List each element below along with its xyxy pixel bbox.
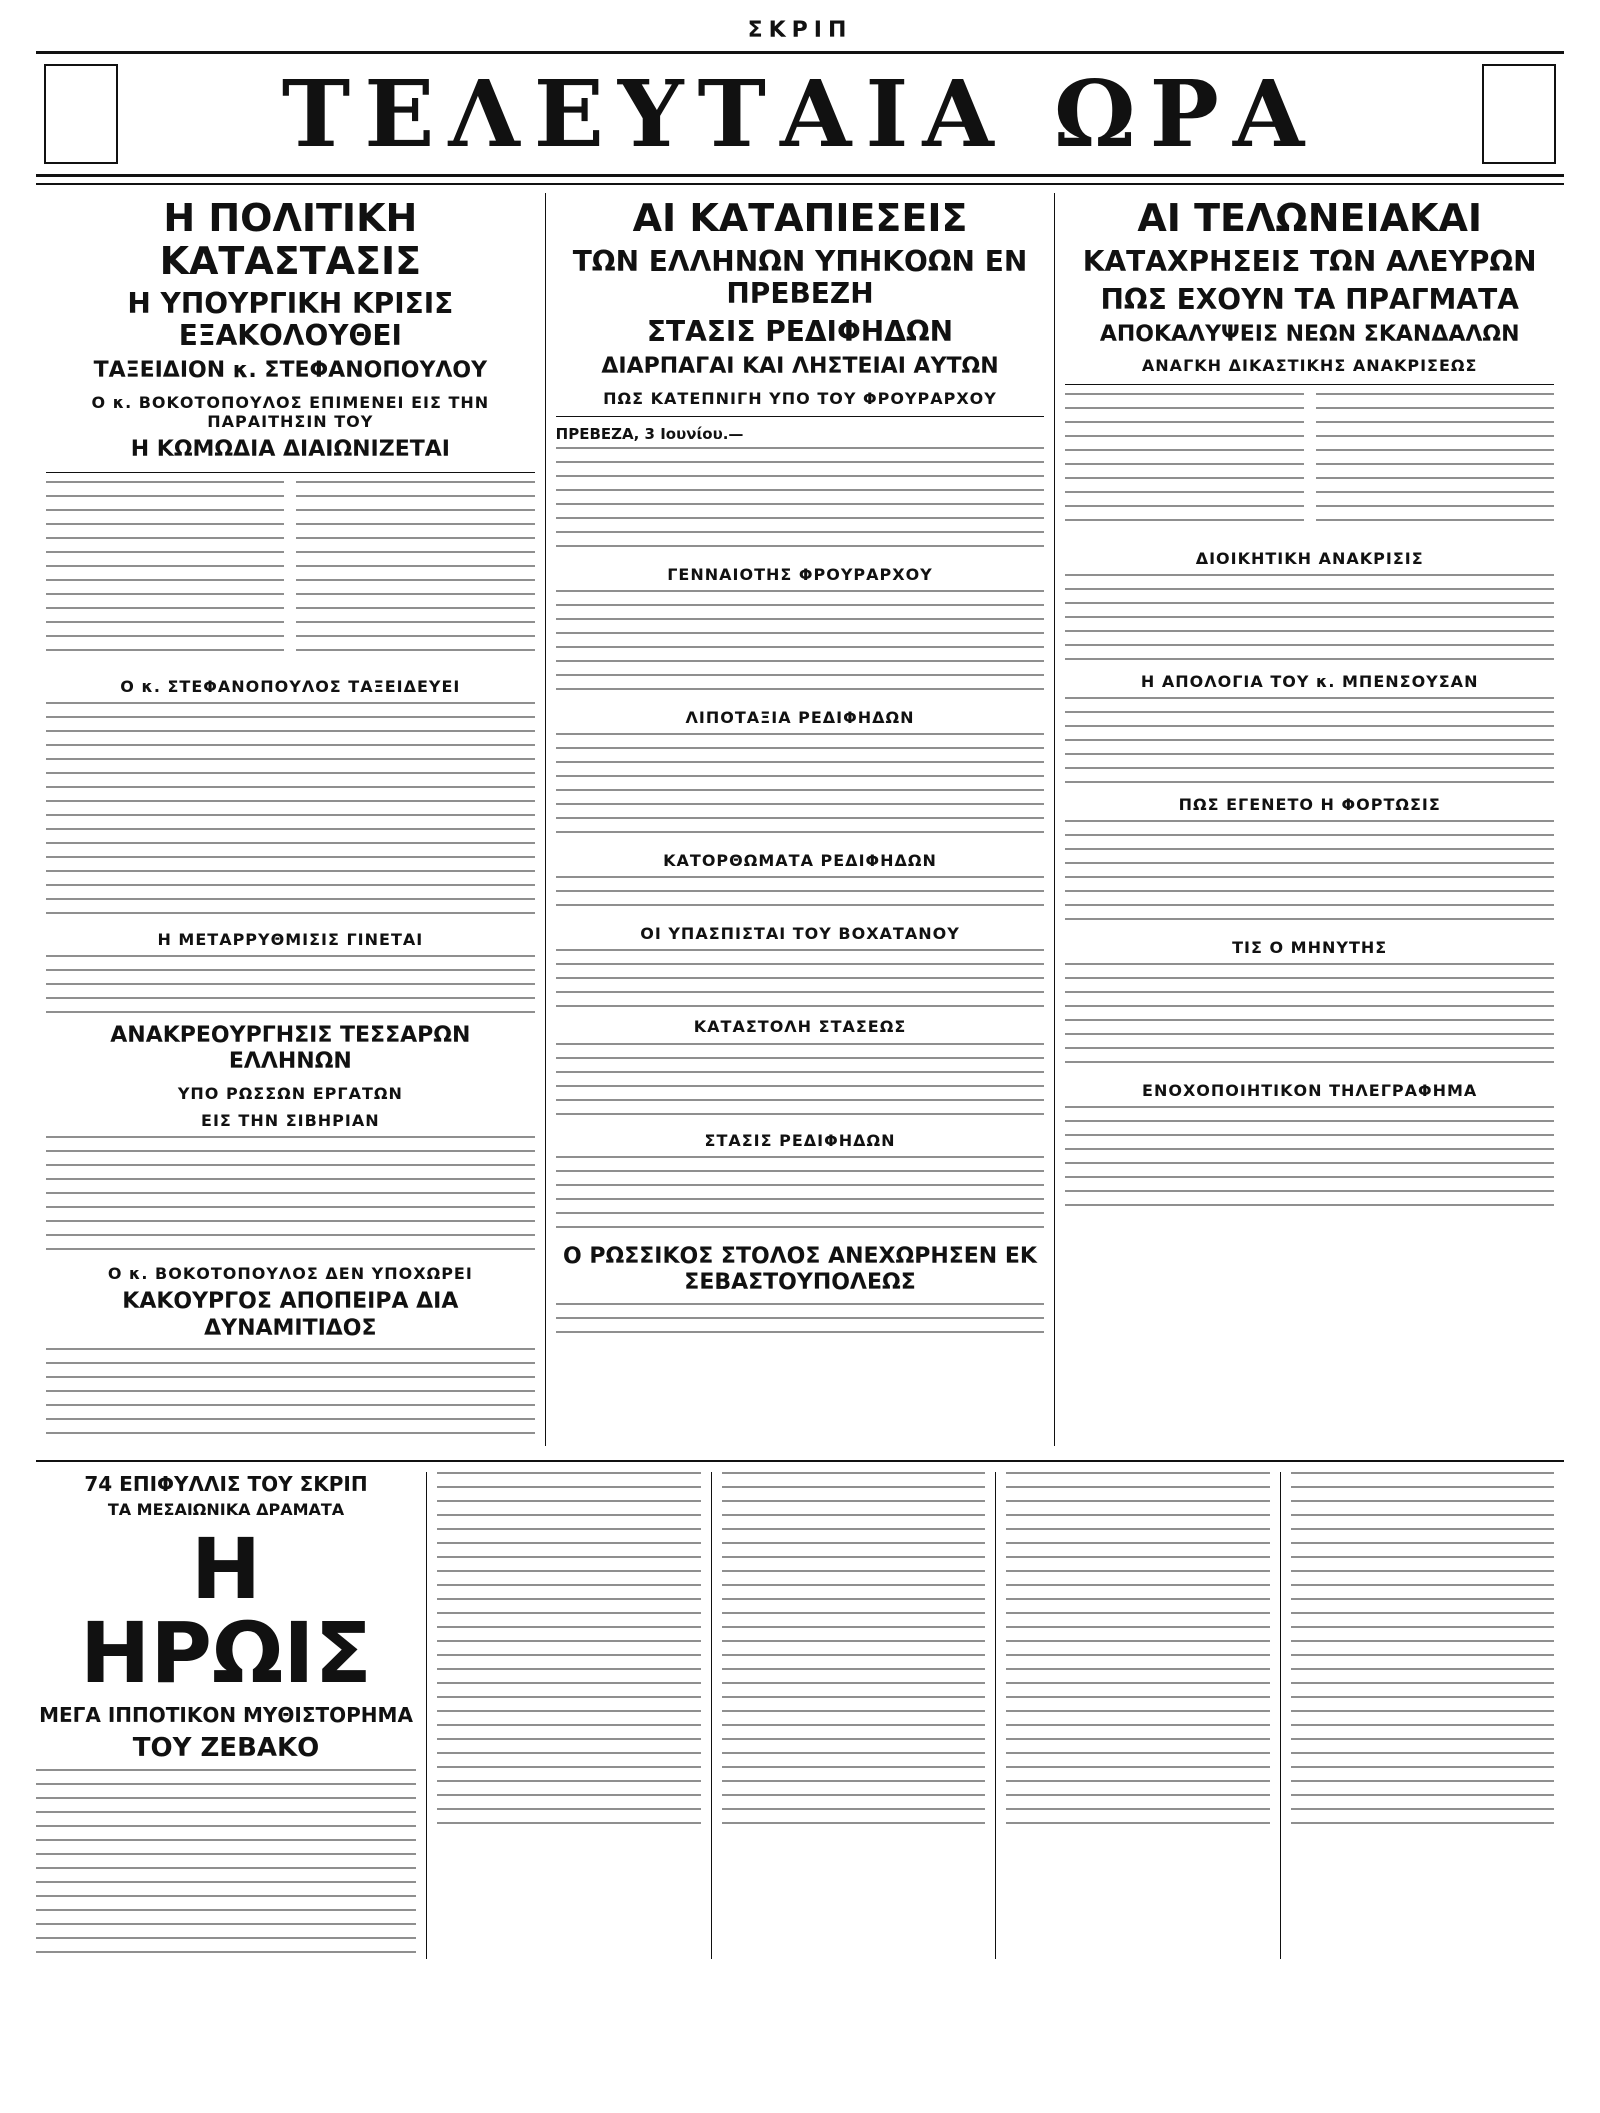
section-heading: Ο κ. ΒΟΚΟΤΟΠΟΥΛΟΣ ΔΕΝ ΥΠΟΧΩΡΕΙ: [107, 1264, 473, 1284]
article-text: [1316, 393, 1554, 533]
serial-title: Η ΗΡΩΙΣ: [80, 1520, 372, 1703]
newspaper-page: [30, 0, 1570, 1959]
section-heading: ΔΙΟΙΚΗΤΙΚΗ ΑΝΑΚΡΙΣΙΣ: [1195, 548, 1424, 568]
subheadline: ΠΩΣ ΕΧΟΥΝ ΤΑ ΠΡΑΓΜΑΤΑ: [1100, 282, 1519, 316]
subheadline: ΣΤΑΣΙΣ ΡΕΔΙΦΗΔΩΝ: [646, 314, 954, 348]
article-text: [1065, 963, 1554, 1073]
section-heading: ΣΤΑΣΙΣ ΡΕΔΙΦΗΔΩΝ: [704, 1130, 896, 1150]
serial-column: [996, 1472, 1281, 1959]
headline: ΑΙ ΚΑΤΑΠΙΕΣΕΙΣ: [632, 196, 968, 240]
article-text: [1065, 393, 1303, 533]
section-heading: ΚΑΤΑΣΤΟΛΗ ΣΤΑΣΕΩΣ: [693, 1017, 907, 1037]
article-text: [556, 733, 1045, 843]
serial-text: [36, 1769, 416, 1959]
section-heading: ΕΝΟΧΟΠΟΙΗΤΙΚΟΝ ΤΗΛΕΓΡΑΦΗΜΑ: [1142, 1081, 1478, 1101]
section-heading: ΟΙ ΥΠΑΣΠΙΣΤΑΙ ΤΟΥ ΒΟΧΑΤΑΝΟΥ: [640, 924, 960, 944]
serial-author: ΤΟΥ ΖΕΒΑΚΟ: [132, 1733, 320, 1764]
article-text: [1065, 574, 1554, 664]
serial-column: [427, 1472, 712, 1959]
section-heading: ΥΠΟ ΡΩΣΣΩΝ ΕΡΓΑΤΩΝ: [177, 1083, 403, 1103]
article-text: [556, 876, 1045, 916]
article-text: [1065, 1106, 1554, 1206]
headline: Η ΠΟΛΙΤΙΚΗ ΚΑΤΑΣΤΑΣΙΣ: [159, 196, 422, 283]
column-customs: [1055, 193, 1564, 1446]
divider: [46, 472, 535, 473]
subheadline: ΤΩΝ ΕΛΛΗΝΩΝ ΥΠΗΚΟΩΝ ΕΝ ΠΡΕΒΕΖΗ: [572, 244, 1028, 310]
article-text: [556, 1303, 1045, 1343]
masthead: ΣΚΡΙΠ: [747, 18, 853, 43]
subheadline: Η ΚΩΜΩΔΙΑ ΔΙΑΙΩΝΙΖΕΤΑΙ: [130, 437, 450, 463]
subheadline: ΚΑΤΑΧΡΗΣΕΙΣ ΤΩΝ ΑΛΕΥΡΩΝ: [1082, 244, 1537, 278]
article-body: [46, 481, 535, 669]
section-heading: Η ΑΠΟΛΟΓΙΑ ΤΟΥ κ. ΜΠΕΝΣΟΥΣΑΝ: [1140, 671, 1479, 691]
subheadline: ΔΙΑΡΠΑΓΑΙ ΚΑΙ ΛΗΣΤΕΙΑΙ ΑΥΤΩΝ: [601, 354, 999, 380]
serial-text: [1006, 1472, 1270, 1832]
news-columns: [36, 193, 1564, 1446]
dateline: ΠΡΕΒΕΖΑ, 3 Ιουνίου.—: [555, 424, 744, 443]
divider: [1065, 384, 1554, 385]
subheadline: ΑΝΑΓΚΗ ΔΙΚΑΣΤΙΚΗΣ ΑΝΑΚΡΙΣΕΩΣ: [1141, 356, 1478, 376]
serial-section: ΤΑ ΜΕΣΑΙΩΝΙΚΑ ΔΡΑΜΑΤΑ: [107, 1500, 345, 1520]
article-text: [1065, 820, 1554, 930]
section-heading: Ο κ. ΣΤΕΦΑΝΟΠΟΥΛΟΣ ΤΑΞΕΙΔΕΥΕΙ: [120, 676, 461, 696]
lower-section: [36, 1460, 1564, 1959]
section-heading: ΠΩΣ ΕΓΕΝΕΤΟ Η ΦΟΡΤΩΣΙΣ: [1178, 794, 1441, 814]
banner-title: ΤΕΛΕΥΤΑΙΑ ΩΡΑ: [281, 60, 1319, 168]
serial-episode: 74 ΕΠΙΦΥΛΛΙΣ ΤΟΥ ΣΚΡΙΠ: [84, 1472, 368, 1497]
article-body: [1065, 393, 1554, 541]
section-heading: Η ΜΕΤΑΡΡΥΘΜΙΣΙΣ ΓΙΝΕΤΑΙ: [157, 929, 424, 949]
article-text: [556, 1156, 1045, 1236]
serial-text: [722, 1472, 986, 1832]
banner: [36, 51, 1564, 177]
article-text: [46, 955, 535, 1015]
section-heading: ΚΑΤΟΡΘΩΜΑΤΑ ΡΕΔΙΦΗΔΩΝ: [663, 851, 937, 871]
serial-column: [712, 1472, 997, 1959]
serial-column: [1281, 1472, 1565, 1959]
top-rule: [36, 183, 1564, 185]
section-heading: ΑΝΑΚΡΕΟΥΡΓΗΣΙΣ ΤΕΣΣΑΡΩΝ ΕΛΛΗΝΩΝ: [110, 1023, 471, 1075]
serial-text: [437, 1472, 701, 1832]
column-preveza: [546, 193, 1056, 1446]
subheadline: ΑΠΟΚΑΛΥΨΕΙΣ ΝΕΩΝ ΣΚΑΝΔΑΛΩΝ: [1099, 321, 1520, 347]
subheadline: Η ΥΠΟΥΡΓΙΚΗ ΚΡΙΣΙΣ ΕΞΑΚΟΛΟΥΘΕΙ: [127, 287, 454, 353]
serial-columns: [427, 1472, 1564, 1959]
subheadline: ΤΑΞΕΙΔΙΟΝ κ. ΣΤΕΦΑΝΟΠΟΥΛΟΥ: [93, 358, 488, 384]
article-text: [1065, 697, 1554, 787]
serial-genre: ΜΕΓΑ ΙΠΠΟΤΙΚΟΝ ΜΥΘΙΣΤΟΡΗΜΑ: [39, 1703, 413, 1728]
subheadline: Ο κ. ΒΟΚΟΤΟΠΟΥΛΟΣ ΕΠΙΜΕΝΕΙ ΕΙΣ ΤΗΝ ΠΑΡΑΙΤΗΣΙΝ ΤΟΥ: [91, 392, 490, 432]
section-heading: ΤΙΣ Ο ΜΗΝΥΤΗΣ: [1232, 938, 1388, 958]
section-heading: ΓΕΝΝΑΙΟΤΗΣ ΦΡΟΥΡΑΡΧΟΥ: [667, 564, 933, 584]
serial-feuilleton: [36, 1472, 427, 1959]
article-text: [46, 1348, 535, 1438]
serial-text: [1291, 1472, 1555, 1832]
column-politics: [36, 193, 546, 1446]
section-heading: ΚΑΚΟΥΡΓΟΣ ΑΠΟΠΕΙΡΑ ΔΙΑ ΔΥΝΑΜΙΤΙΔΟΣ: [122, 1289, 459, 1341]
section-heading: ΕΙΣ ΤΗΝ ΣΙΒΗΡΙΑΝ: [201, 1110, 380, 1130]
article-text: [46, 481, 284, 661]
article-text: [46, 702, 535, 922]
article-text: [556, 590, 1045, 700]
article-text: [556, 1043, 1045, 1123]
divider: [556, 416, 1045, 417]
article-text: [556, 949, 1045, 1009]
section-heading: ΛΙΠΟΤΑΞΙΑ ΡΕΔΙΦΗΔΩΝ: [685, 707, 915, 727]
subheadline: ΠΩΣ ΚΑΤΕΠΝΙΓΗ ΥΠΟ ΤΟΥ ΦΡΟΥΡΑΡΧΟΥ: [603, 388, 997, 408]
article-text: [556, 447, 1045, 557]
article-text: [296, 481, 534, 661]
section-heading: Ο ΡΩΣΣΙΚΟΣ ΣΤΟΛΟΣ ΑΝΕΧΩΡΗΣΕΝ ΕΚ ΣΕΒΑΣΤΟΥΠΟΛΕΩΣ: [563, 1243, 1037, 1296]
headline: ΑΙ ΤΕΛΩΝΕΙΑΚΑΙ: [1137, 196, 1483, 240]
article-text: [46, 1136, 535, 1256]
